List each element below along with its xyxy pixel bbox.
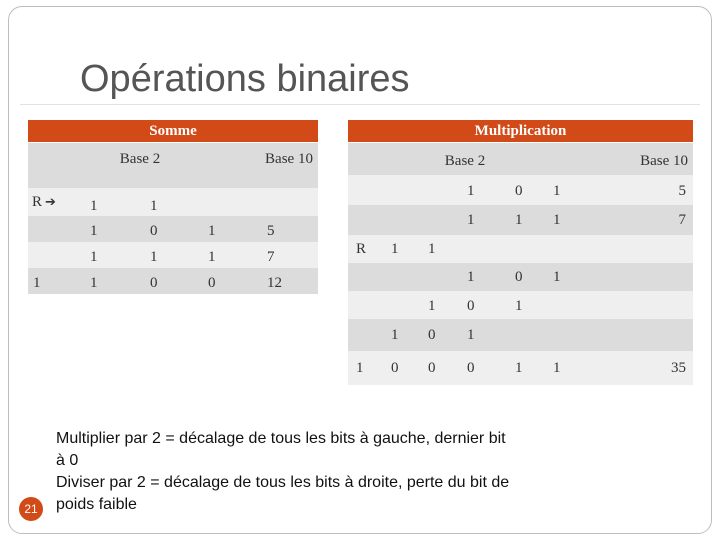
slide-number-badge: 21 — [19, 497, 43, 521]
mult-carry-bit: 1 — [428, 241, 436, 257]
somme-row2-bit: 1 — [90, 249, 98, 265]
mult-result-decimal: 35 — [671, 360, 686, 376]
somme-row1-bit: 0 — [150, 223, 158, 239]
note-line: poids faible — [56, 496, 137, 513]
somme-row1-bit: 1 — [208, 223, 216, 239]
mult-partial3-bit: 0 — [428, 327, 436, 343]
mult-partial1-bit: 1 — [467, 269, 475, 285]
mult-op2-decimal: 7 — [678, 212, 686, 228]
mult-partial2-bit: 0 — [467, 298, 475, 314]
title-divider — [20, 104, 700, 105]
mult-op1-bit: 1 — [553, 183, 561, 199]
multiplication-header: Multiplication — [348, 120, 693, 142]
mult-op2-bit: 1 — [515, 212, 523, 228]
mult-col-base2: Base 2 — [444, 153, 486, 169]
mult-result-bit: 1 — [515, 360, 523, 376]
somme-row1-decimal: 5 — [267, 223, 275, 239]
mult-col-base10: Base 10 — [640, 153, 688, 169]
mult-partial1-bit: 1 — [553, 269, 561, 285]
somme-carry-bit: 1 — [90, 198, 98, 214]
mult-op1-bit: 1 — [467, 183, 475, 199]
somme-carry-label: R ➔ — [32, 194, 56, 210]
mult-result-bit: 0 — [428, 360, 436, 376]
mult-op1-bit: 0 — [515, 183, 523, 199]
explanation-text — [56, 428, 616, 516]
somme-result-bit: 0 — [150, 275, 158, 291]
somme-result-bit: 0 — [208, 275, 216, 291]
somme-result-bit: 1 — [90, 275, 98, 291]
somme-carry-bit: 1 — [150, 198, 158, 214]
arrow-right-icon: ➔ — [45, 195, 56, 210]
somme-row2-decimal: 7 — [267, 249, 275, 265]
mult-partial2-bit: 1 — [515, 298, 523, 314]
mult-partial3-band — [348, 319, 693, 351]
mult-carry-band — [348, 235, 693, 263]
mult-result-bit: 0 — [467, 360, 475, 376]
mult-partial3-bit: 1 — [391, 327, 399, 343]
somme-result-decimal: 12 — [267, 275, 282, 291]
somme-row1-band — [28, 216, 318, 242]
somme-carry-band — [28, 188, 318, 216]
mult-op1-decimal: 5 — [678, 183, 686, 199]
mult-op2-bit: 1 — [553, 212, 561, 228]
slide-title: Opérations binaires — [80, 58, 410, 100]
somme-result-bit: 1 — [33, 275, 41, 291]
somme-col-base10: Base 10 — [265, 151, 313, 167]
mult-partial2-bit: 1 — [428, 298, 436, 314]
mult-op2-bit: 1 — [467, 212, 475, 228]
mult-carry-bit: 1 — [391, 241, 399, 257]
mult-result-bit: 1 — [553, 360, 561, 376]
somme-row2-bit: 1 — [150, 249, 158, 265]
somme-header: Somme — [28, 120, 318, 142]
note-line: Diviser par 2 = décalage de tous les bits à droite, perte du bit de — [56, 474, 510, 491]
mult-partial1-bit: 0 — [515, 269, 523, 285]
note-line: Multiplier par 2 = décalage de tous les bits à gauche, dernier bit — [56, 430, 506, 447]
mult-result-bit: 0 — [391, 360, 399, 376]
mult-carry-label: R — [356, 241, 367, 257]
somme-row2-bit: 1 — [208, 249, 216, 265]
mult-result-bit: 1 — [356, 360, 364, 376]
note-line: à 0 — [56, 452, 79, 469]
somme-col-base2: Base 2 — [119, 151, 161, 167]
mult-partial3-bit: 1 — [467, 327, 475, 343]
somme-row1-bit: 1 — [90, 223, 98, 239]
